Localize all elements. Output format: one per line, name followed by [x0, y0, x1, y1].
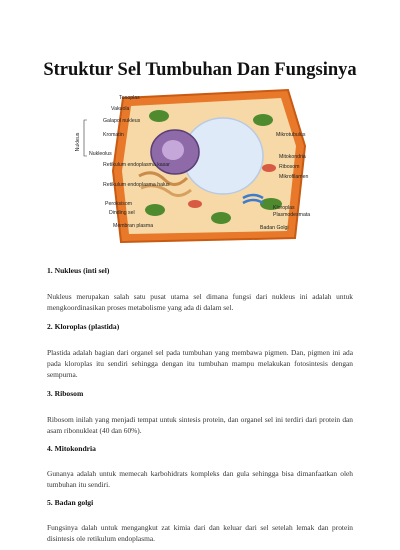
label-right-0: Mikrotubulus: [276, 132, 306, 138]
label-left-7: Peroksisom: [105, 201, 133, 207]
label-left-8: Dinding sel: [109, 210, 135, 216]
label-left-9: Membran plasma: [113, 223, 154, 229]
label-right-1: Mitokondria: [279, 154, 306, 160]
label-right-3: Mikrofilamen: [279, 174, 309, 180]
label-right-5: Plasmodesmata: [273, 212, 311, 218]
section-body-1: Nukleus merupakan salah satu pusat utama sel dimana fungsi dari nukleus ini adalah untuk mengkoordinasikan proses metabolisme yang ada di dalam sel.: [47, 292, 353, 312]
label-left-3: Kromatin: [103, 132, 124, 138]
label-left-4: Nukleolus: [89, 151, 112, 157]
section-heading-2: 2. Kloroplas (plastida): [47, 322, 120, 331]
mitochondrion: [262, 164, 276, 172]
section-body-3: Ribosom inilah yang menjadi tempat untuk sintesis protein, dan organel sel ini terdiri dari protein dan asam ribonukleat (40 dan 60%).: [47, 415, 353, 435]
section-body-2: Plastida adalah bagian dari organel sel pada tumbuhan yang membawa pigmen. Dan, pigmen ini ada pada kloroplas itu sendiri sehingga dengan itu tumbuhan mampu melakukan fotosintesis dengan sempurna.: [47, 348, 353, 379]
label-right-4: Kloroplas: [273, 205, 295, 211]
label-left-6: Retikulum endoplasma halus: [103, 182, 170, 188]
label-left-2: Galapol nukleus: [103, 118, 141, 124]
bracket-label: Nukleus: [75, 132, 81, 152]
section-heading-4: 4. Mitokondria: [47, 444, 96, 453]
page-title: Struktur Sel Tumbuhan Dan Fungsinya: [43, 60, 357, 80]
label-left-1: Vakuola: [111, 106, 130, 112]
label-left-0: Tonoplas: [119, 95, 140, 101]
section-heading-1: 1. Nukleus (inti sel): [47, 266, 110, 275]
label-left-5: Retikulum endoplasma kasar: [103, 162, 170, 168]
section-heading-3: 3. Ribosom: [47, 389, 84, 398]
section-body-4: Gunanya adalah untuk memecah karbohidrats kompleks dan gula sehingga bisa dimanfaatkan oleh tumbuhan itu sendiri.: [47, 469, 353, 489]
section-body-5: Fungsinya dalah untuk mengangkut zat kimia dari dan keluar dari sel setelah lemak dan protein disintesis ole retikulum endoplasma.: [47, 523, 353, 543]
section-heading-5: 5. Badan golgi: [47, 498, 94, 507]
nucleolus: [162, 140, 184, 160]
label-right-2: Ribosom: [279, 164, 300, 170]
plant-cell-figure: [73, 86, 332, 246]
label-right-6: Badan Golgi: [260, 225, 289, 231]
chloroplast: [149, 110, 169, 122]
plant-cell-diagram: [73, 86, 332, 246]
